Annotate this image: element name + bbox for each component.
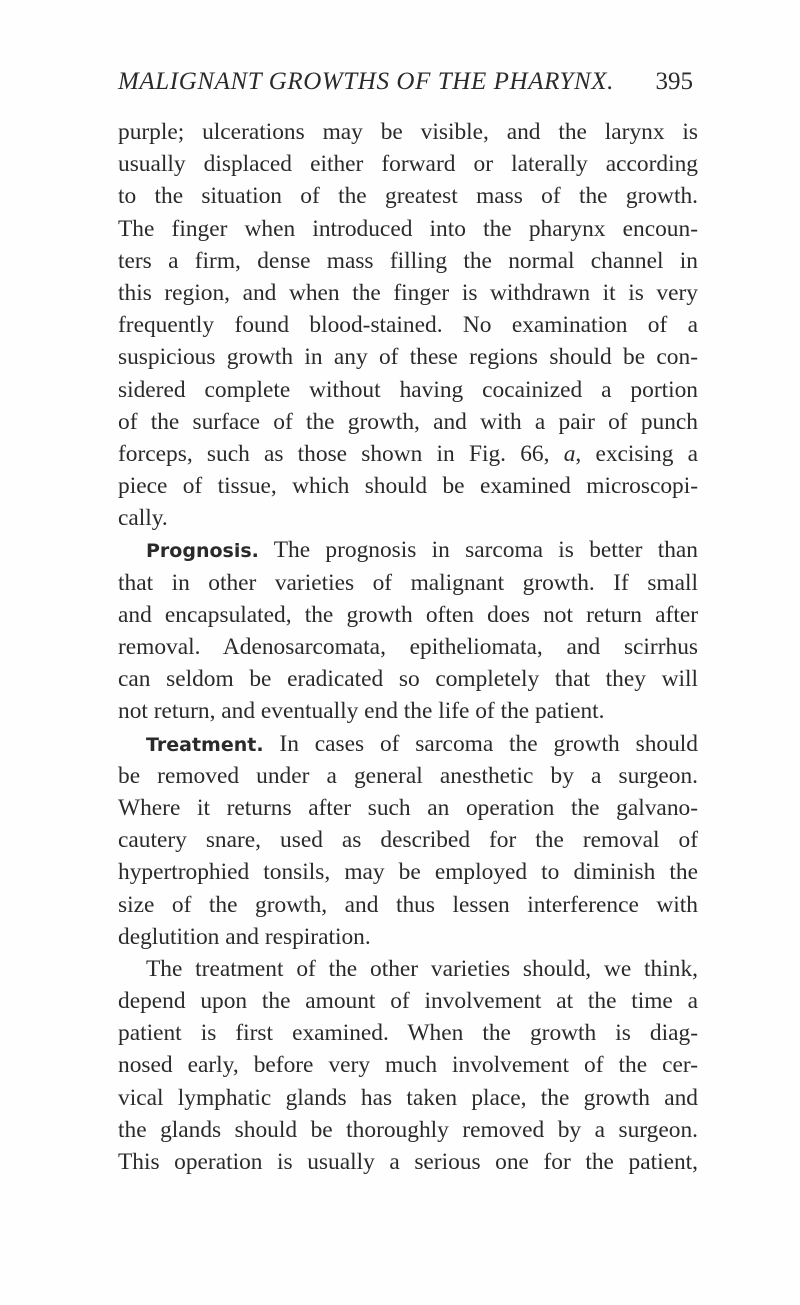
text-line: and encapsulated, the growth often does not return after (118, 601, 698, 628)
prognosis-heading: Prognosis. (146, 540, 259, 563)
text-run: , excising a (575, 440, 698, 467)
text-line: the glands should be thoroughly removed by a surgeon. (118, 1116, 698, 1143)
treatment-paragraph-start (118, 728, 698, 760)
text-line: ters a firm, dense mass filling the normal channel in (118, 247, 698, 274)
prognosis-paragraph-start (118, 534, 698, 566)
text-line (118, 438, 698, 470)
text-line: cautery snare, used as described for the removal of (118, 827, 698, 854)
text-line: patient is first examined. When the growth is diag- (118, 1020, 698, 1047)
text-line: This operation is usually a serious one for the patient, (118, 1149, 698, 1175)
text-line: The treatment of the other varieties should, we think, (146, 955, 698, 982)
text-line: removal. Adenosarcomata, epitheliomata, and scirrhus (118, 634, 698, 660)
text-run: In cases of sarcoma the growth should (279, 730, 698, 757)
page-number: 395 (655, 68, 693, 95)
running-head (118, 62, 693, 102)
text-line: size of the growth, and thus lessen interference with (118, 891, 698, 918)
text-line: purple; ulcerations may be visible, and the larynx is (118, 119, 698, 145)
text-line: Where it returns after such an operation the galvano- (118, 794, 698, 821)
text-line: of the surface of the growth, and with a pair of punch (118, 408, 698, 435)
text-line: cally. (118, 505, 168, 532)
text-line: this region, and when the finger is withdrawn it is very (118, 279, 698, 306)
text-line: that in other varieties of malignant growth. If small (118, 569, 698, 596)
text-line: frequently found blood-stained. No examination of a (118, 312, 698, 339)
text-line: usually displaced either forward or laterally according (118, 151, 698, 178)
running-title: MALIGNANT GROWTHS OF THE PHARYNX. (118, 68, 614, 95)
text-line: sidered complete without having cocainized a portion (118, 376, 698, 403)
body-text (118, 116, 698, 1178)
text-line: vical lymphatic glands has taken place, the growth and (118, 1084, 698, 1111)
text-line: The finger when introduced into the pharynx encoun- (118, 215, 698, 242)
text-line: to the situation of the greatest mass of the growth. (118, 183, 698, 210)
text-run: The prognosis in sarcoma is better than (273, 537, 698, 564)
figure-reference-letter: a (563, 440, 576, 467)
text-line: nosed early, before very much involvement of the cer- (118, 1052, 698, 1079)
text-line: not return, and eventually end the life of the patient. (118, 698, 605, 725)
text-line: depend upon the amount of involvement at the time a (118, 988, 698, 1015)
text-line: be removed under a general anesthetic by a surgeon. (118, 762, 698, 789)
text-run: forceps, such as those shown in Fig. 66, (118, 440, 550, 467)
text-line: suspicious growth in any of these regions should be con- (118, 344, 698, 371)
text-line: piece of tissue, which should be examined microscopi- (118, 473, 698, 500)
treatment-heading: Treatment. (146, 733, 264, 756)
text-line: deglutition and respiration. (118, 923, 371, 950)
text-line: hypertrophied tonsils, may be employed to diminish the (118, 859, 698, 886)
text-line: can seldom be eradicated so completely that they will (118, 666, 698, 693)
